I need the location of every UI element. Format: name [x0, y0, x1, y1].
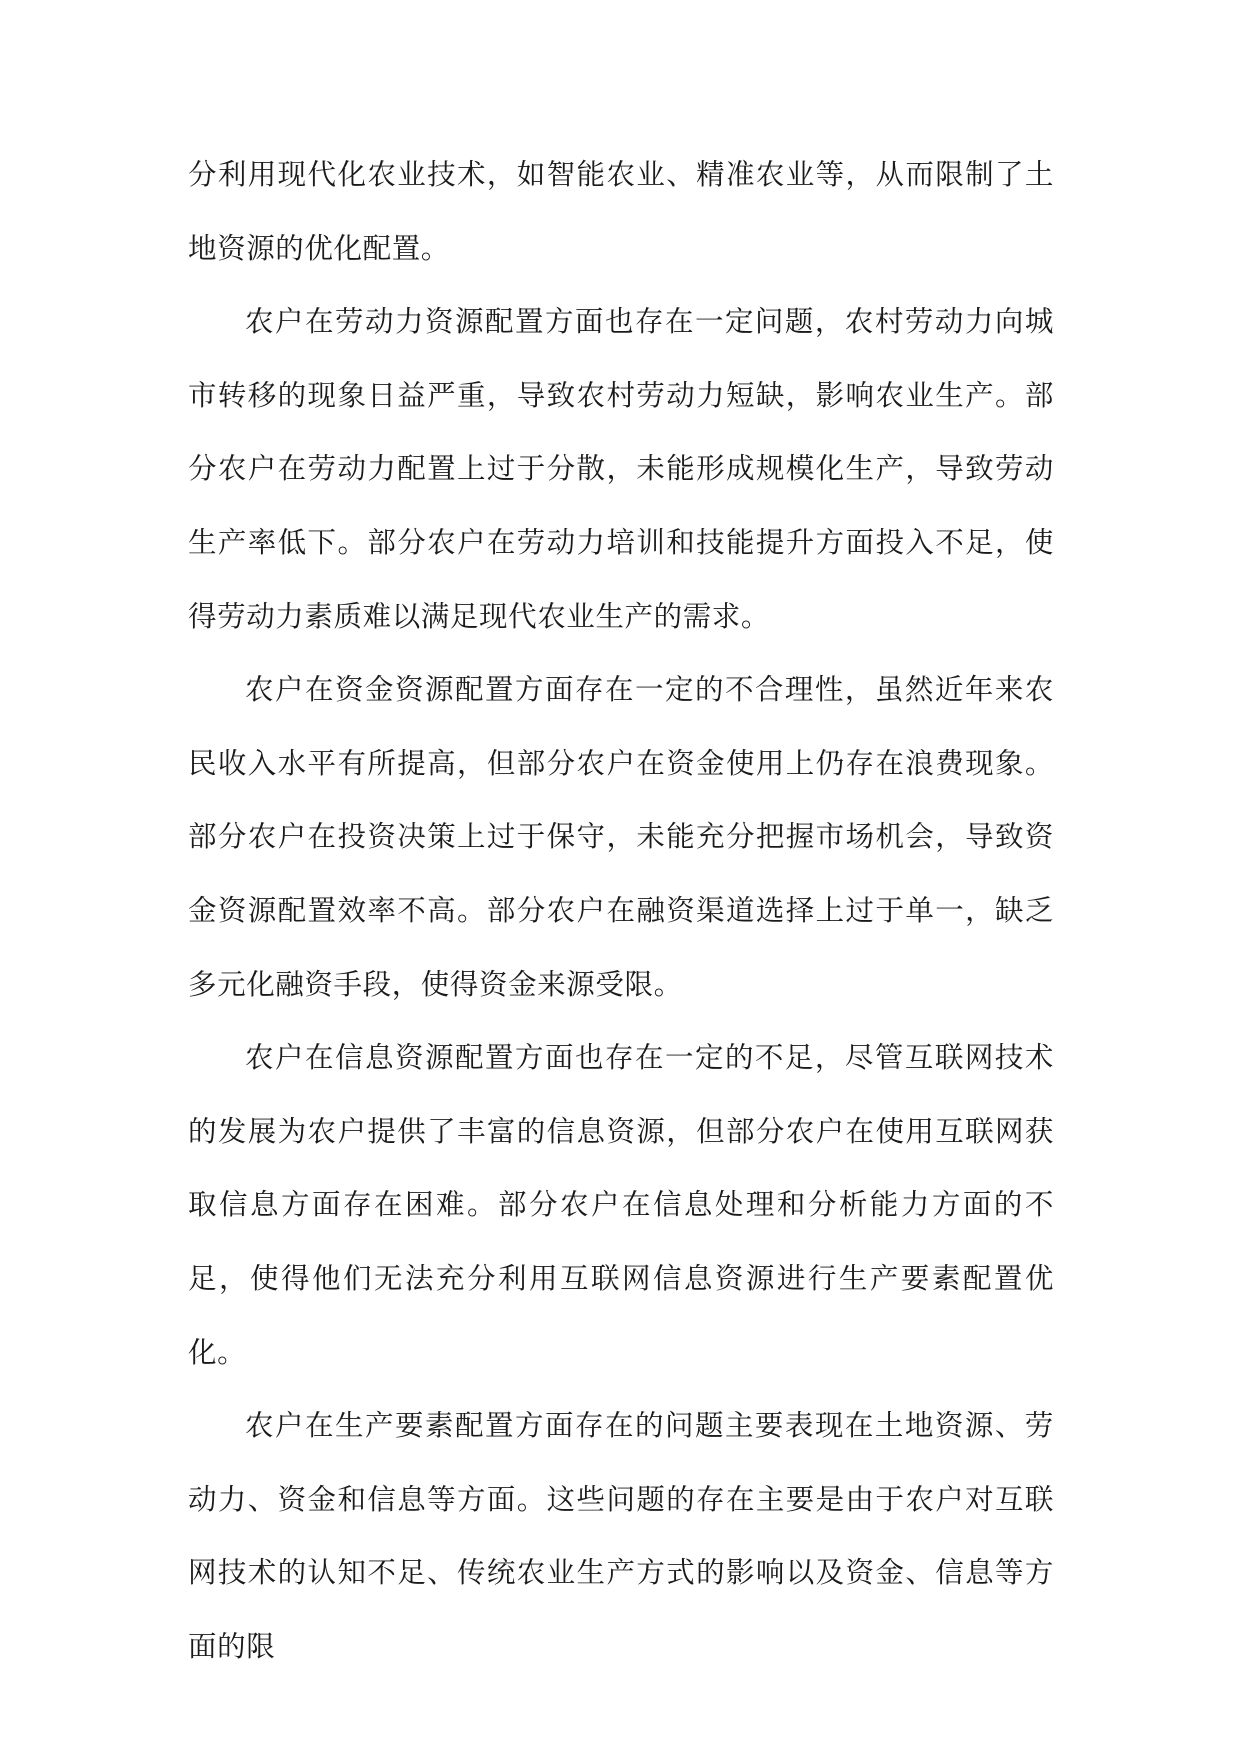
paragraph-information-resources: 农户在信息资源配置方面也存在一定的不足，尽管互联网技术的发展为农户提供了丰富的信息资源，但部分农户在使用互联网获取信息方面存在困难。部分农户在信息处理和分析能力方面的不足，使得他们无法充分利用互联网信息资源进行生产要素配置优化。: [188, 1041, 1054, 1369]
paragraph-capital-resources: 农户在资金资源配置方面存在一定的不合理性，虽然近年来农民收入水平有所提高，但部分农户在资金使用上仍存在浪费现象。部分农户在投资决策上过于保守，未能充分把握市场机会，导致资金资源配置效率不高。部分农户在融资渠道选择上过于单一，缺乏多元化融资手段，使得资金来源受限。: [188, 673, 1054, 1001]
paragraph-labor-resources: 农户在劳动力资源配置方面也存在一定问题，农村劳动力向城市转移的现象日益严重，导致农村劳动力短缺，影响农业生产。部分农户在劳动力配置上过于分散，未能形成规模化生产，导致劳动生产率低下。部分农户在劳动力培训和技能提升方面投入不足，使得劳动力素质难以满足现代农业生产的需求。: [188, 305, 1054, 633]
paragraph-continued: 分利用现代化农业技术，如智能农业、精准农业等，从而限制了土地资源的优化配置。: [188, 158, 1054, 265]
document-body: [188, 138, 1054, 1683]
paragraph-summary: 农户在生产要素配置方面存在的问题主要表现在土地资源、劳动力、资金和信息等方面。这些问题的存在主要是由于农户对互联网技术的认知不足、传统农业生产方式的影响以及资金、信息等方面的限: [188, 1409, 1054, 1663]
